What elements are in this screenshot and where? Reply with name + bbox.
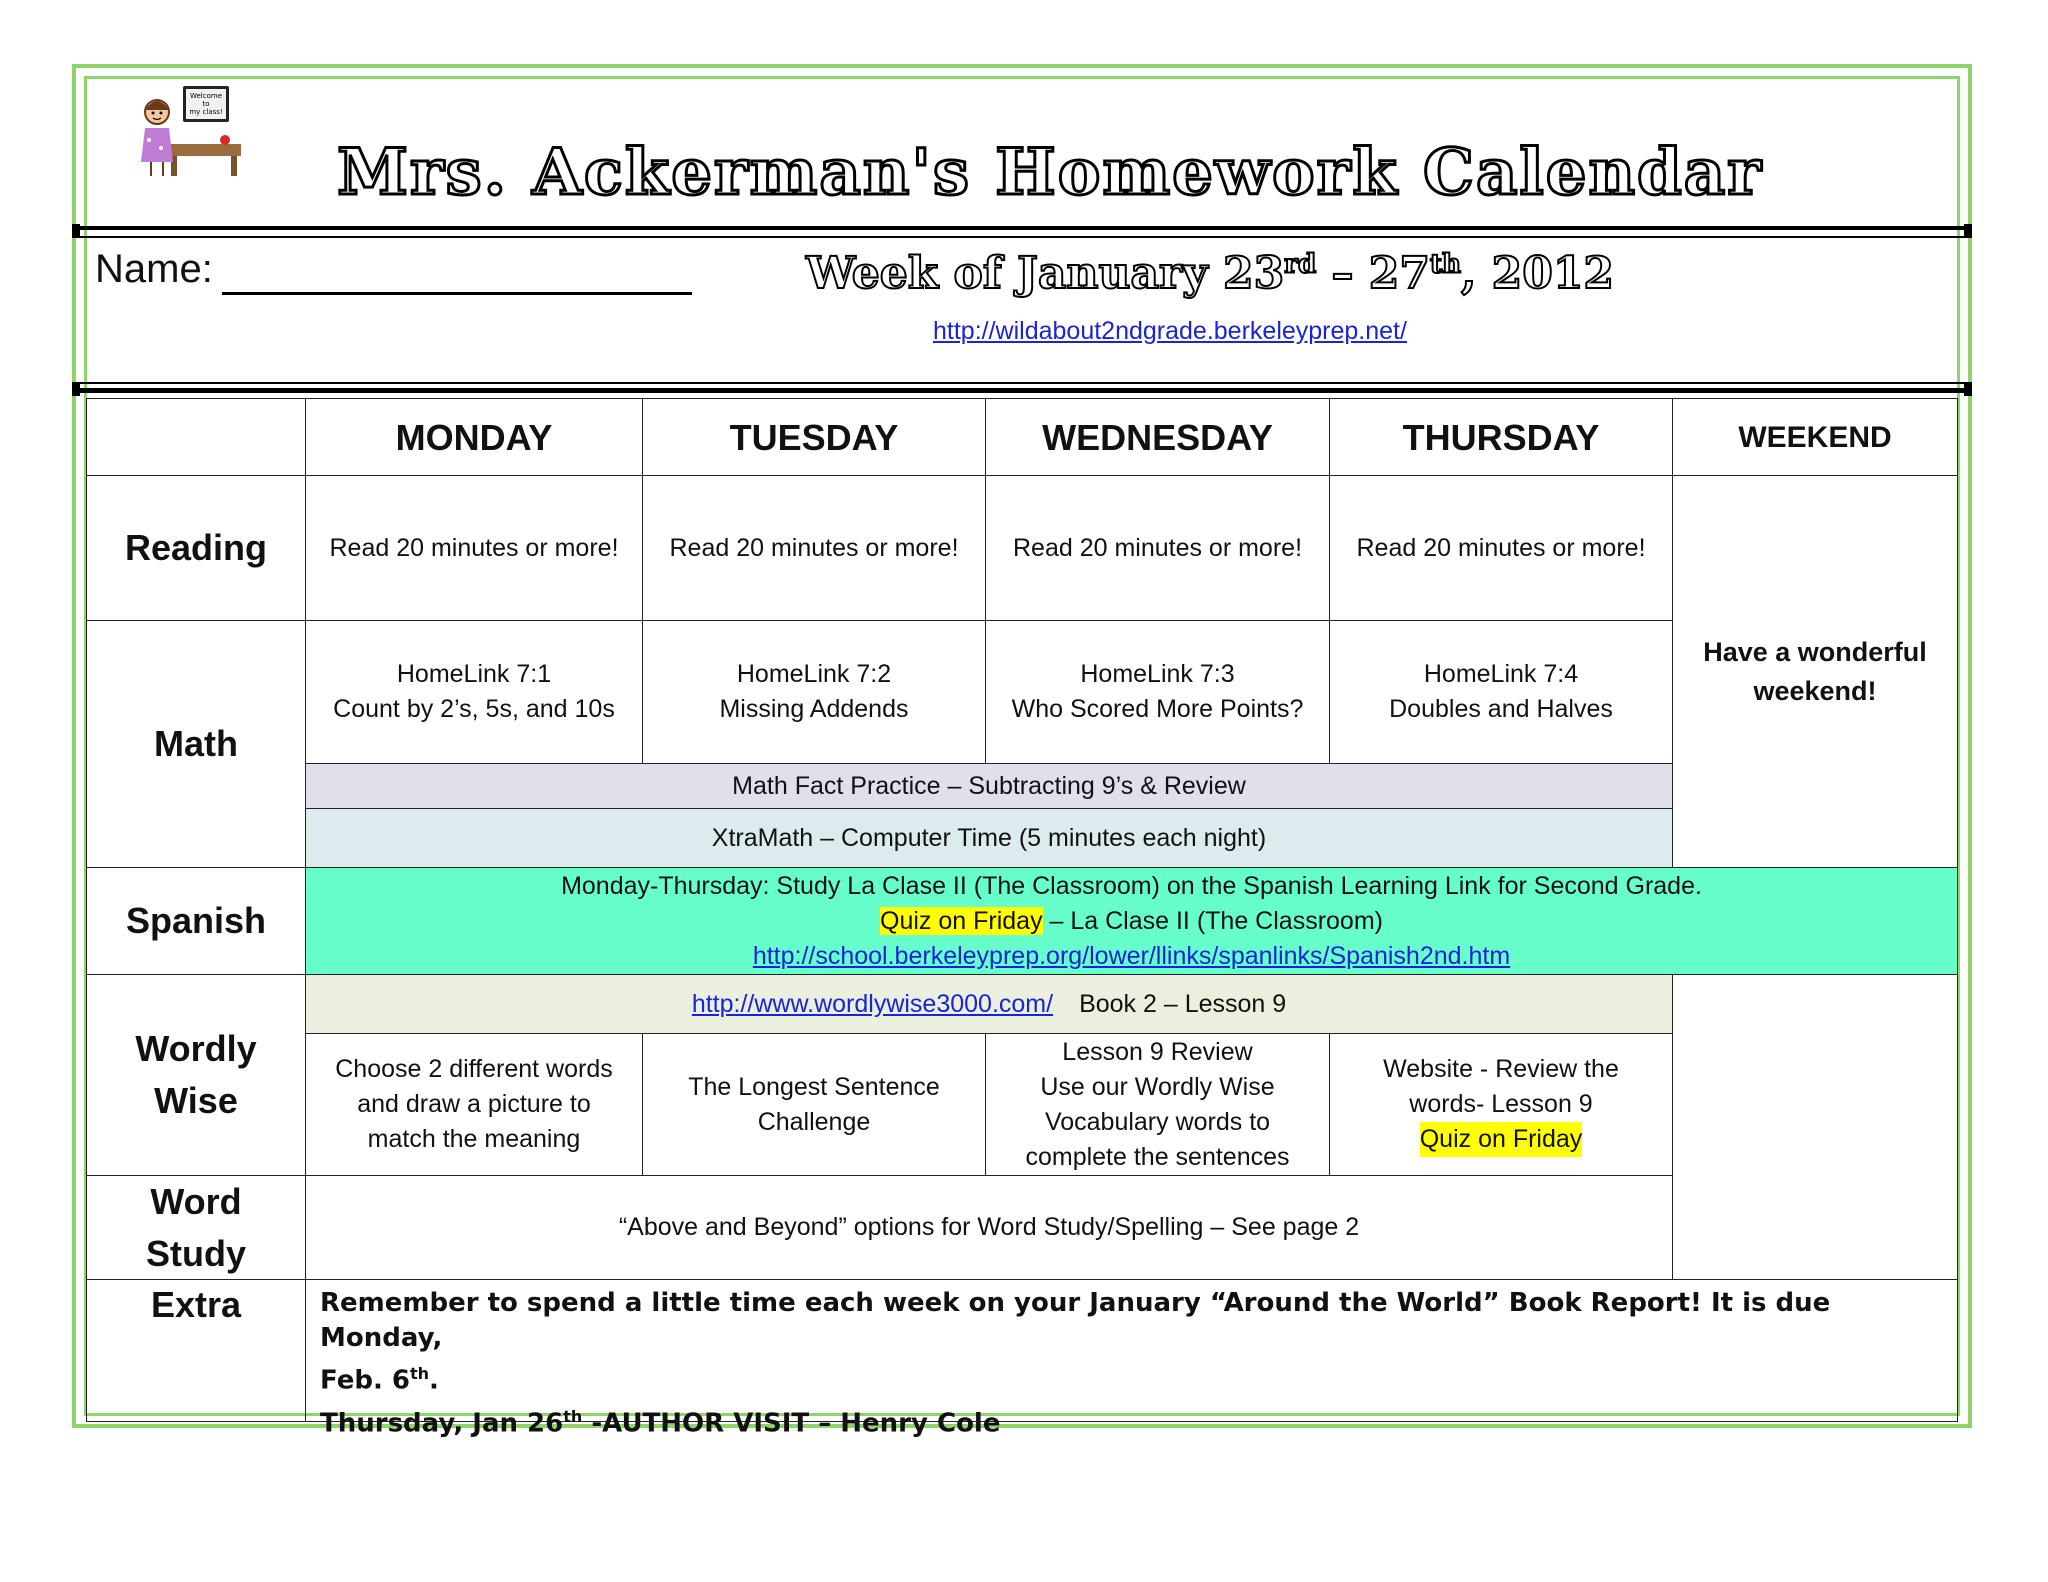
week-sup-th: th	[1430, 249, 1461, 280]
extra-line-2-sup: th	[409, 1364, 430, 1383]
clipart-sign-line-1: Welcome	[189, 92, 223, 100]
math-tuesday-line-1: HomeLink 7:2	[736, 660, 892, 688]
page-title: Mrs. Ackerman's Homework Calendar	[337, 135, 1763, 210]
spanish-assignment	[305, 867, 1958, 975]
spanish-line-2	[880, 904, 1383, 939]
wordly-tuesday-line-1: The Longest Sentence	[688, 1072, 940, 1101]
wordly-wise-thursday	[1329, 1033, 1673, 1176]
header-rule-bottom-thin	[76, 382, 1968, 384]
name-blank-line	[222, 292, 692, 295]
rule-cap	[1964, 224, 1972, 238]
header-rule-top-thin	[76, 236, 1968, 238]
weekend-line-1: Have a wonderful	[1703, 636, 1927, 667]
week-heading	[760, 244, 1660, 304]
clipart-sign-line-2: to	[202, 100, 210, 108]
extra-line-3	[320, 1399, 1000, 1442]
reading-tuesday: Read 20 minutes or more!	[642, 475, 986, 621]
header-monday: MONDAY	[305, 398, 643, 476]
teacher-clipart	[135, 82, 245, 182]
weekend-empty-cell	[1672, 974, 1958, 1280]
subject-word-study	[86, 1175, 306, 1280]
reading-monday: Read 20 minutes or more!	[305, 475, 643, 621]
subject-word-study-line-2: Study	[145, 1232, 246, 1274]
spanish-line-1: Monday-Thursday: Study La Clase II (The Classroom) on the Spanish Learning Link for Second Grade.	[561, 871, 1702, 900]
wordly-tuesday-line-2: Challenge	[757, 1107, 871, 1136]
rule-cap	[1964, 382, 1972, 396]
subject-word-study-line-1: Word	[150, 1180, 242, 1222]
subject-wordly-wise-line-2: Wise	[154, 1080, 238, 1121]
wordly-monday-line-3: match the meaning	[367, 1125, 581, 1153]
word-study-assignment: “Above and Beyond” options for Word Study/Spelling – See page 2	[305, 1175, 1673, 1280]
math-thursday-line-2: Doubles and Halves	[1389, 695, 1613, 723]
wordly-wednesday-line-1: Lesson 9 Review	[1062, 1037, 1253, 1066]
rule-cap	[72, 382, 80, 396]
subject-wordly-wise	[86, 974, 306, 1176]
wordly-wise-wednesday	[985, 1033, 1330, 1176]
subject-math: Math	[86, 620, 306, 868]
weekend-line-2: weekend!	[1753, 675, 1877, 706]
wordly-wise-book: Book 2 – Lesson 9	[1079, 989, 1287, 1018]
week-mid: – 27	[1316, 248, 1431, 299]
wordly-monday-line-2: and draw a picture to	[357, 1090, 591, 1118]
math-monday-line-2: Count by 2’s, 5s, and 10s	[333, 695, 615, 723]
extra-line-3-post: -AUTHOR VISIT – Henry Cole	[582, 1408, 1001, 1439]
rule-cap	[72, 224, 80, 238]
extra-line-3-pre: Thursday, Jan 26	[320, 1408, 564, 1439]
wordly-monday-line-1: Choose 2 different words	[335, 1055, 613, 1083]
extra-line-1: Remember to spend a little time each week on your January “Around the World” Book Report! It is due Monday,	[320, 1288, 1831, 1353]
extra-line-2-post: .	[429, 1365, 439, 1396]
reading-wednesday: Read 20 minutes or more!	[985, 475, 1330, 621]
wordly-wednesday-line-3: Vocabulary words to	[1044, 1107, 1271, 1136]
math-xtramath: XtraMath – Computer Time (5 minutes each night)	[305, 808, 1673, 868]
clipart-sign-line-3: my class!	[189, 108, 223, 116]
week-sup-rd: rd	[1284, 249, 1317, 280]
spanish-quiz-highlight: Quiz on Friday	[880, 906, 1043, 935]
wordly-thursday-line-1: Website - Review the	[1383, 1055, 1619, 1083]
spanish-line-2-rest: – La Clase II (The Classroom)	[1042, 906, 1383, 935]
spanish-learning-link[interactable]: http://school.berkeleyprep.org/lower/llinks/spanlinks/Spanish2nd.htm	[752, 941, 1511, 970]
header-rule-top	[76, 226, 1968, 230]
math-wednesday-line-2: Who Scored More Points?	[1011, 695, 1304, 723]
math-wednesday	[985, 620, 1330, 764]
math-monday-line-1: HomeLink 7:1	[396, 660, 552, 688]
wordly-wise-link[interactable]: http://www.wordlywise3000.com/	[691, 989, 1054, 1018]
wordly-wise-link-row	[305, 974, 1673, 1034]
week-suffix: , 2012	[1460, 248, 1615, 299]
subject-extra: Extra	[86, 1279, 306, 1422]
corner-cell	[86, 398, 306, 476]
subject-reading: Reading	[86, 475, 306, 621]
extra-line-2-pre: Feb. 6	[320, 1365, 410, 1396]
extra-line-2	[320, 1356, 439, 1399]
wordly-thursday-line-2: words- Lesson 9	[1409, 1090, 1593, 1118]
header-wednesday: WEDNESDAY	[985, 398, 1330, 476]
header-weekend: WEEKEND	[1672, 398, 1958, 476]
wordly-wise-tuesday	[642, 1033, 986, 1176]
math-tuesday	[642, 620, 986, 764]
subject-wordly-wise-line-1: Wordly	[135, 1028, 257, 1069]
extra-line-3-sup: th	[563, 1406, 583, 1426]
math-thursday-line-1: HomeLink 7:4	[1423, 660, 1579, 688]
header-rule-bottom	[76, 388, 1968, 393]
math-fact-practice: Math Fact Practice – Subtracting 9’s & Review	[305, 763, 1673, 809]
header-tuesday: TUESDAY	[642, 398, 986, 476]
wordly-wednesday-line-2: Use our Wordly Wise	[1040, 1072, 1275, 1101]
wordly-thursday-quiz-highlight: Quiz on Friday	[1420, 1122, 1583, 1157]
extra-notes	[305, 1279, 1958, 1439]
math-monday	[305, 620, 643, 764]
math-wednesday-line-1: HomeLink 7:3	[1080, 660, 1235, 688]
subject-spanish: Spanish	[86, 867, 306, 975]
math-thursday	[1329, 620, 1673, 764]
wordly-wise-monday	[305, 1033, 643, 1176]
name-label: Name:	[95, 247, 213, 291]
class-website-link[interactable]: http://wildabout2ndgrade.berkeleyprep.net/	[933, 317, 1407, 345]
wordly-wednesday-line-4: complete the sentences	[1025, 1142, 1290, 1171]
reading-thursday: Read 20 minutes or more!	[1329, 475, 1673, 621]
weekend-message-cell	[1672, 475, 1958, 868]
weekend-message	[1703, 633, 1927, 711]
week-prefix: Week of January 23	[805, 248, 1285, 299]
header-thursday: THURSDAY	[1329, 398, 1673, 476]
math-tuesday-line-2: Missing Addends	[719, 695, 909, 723]
